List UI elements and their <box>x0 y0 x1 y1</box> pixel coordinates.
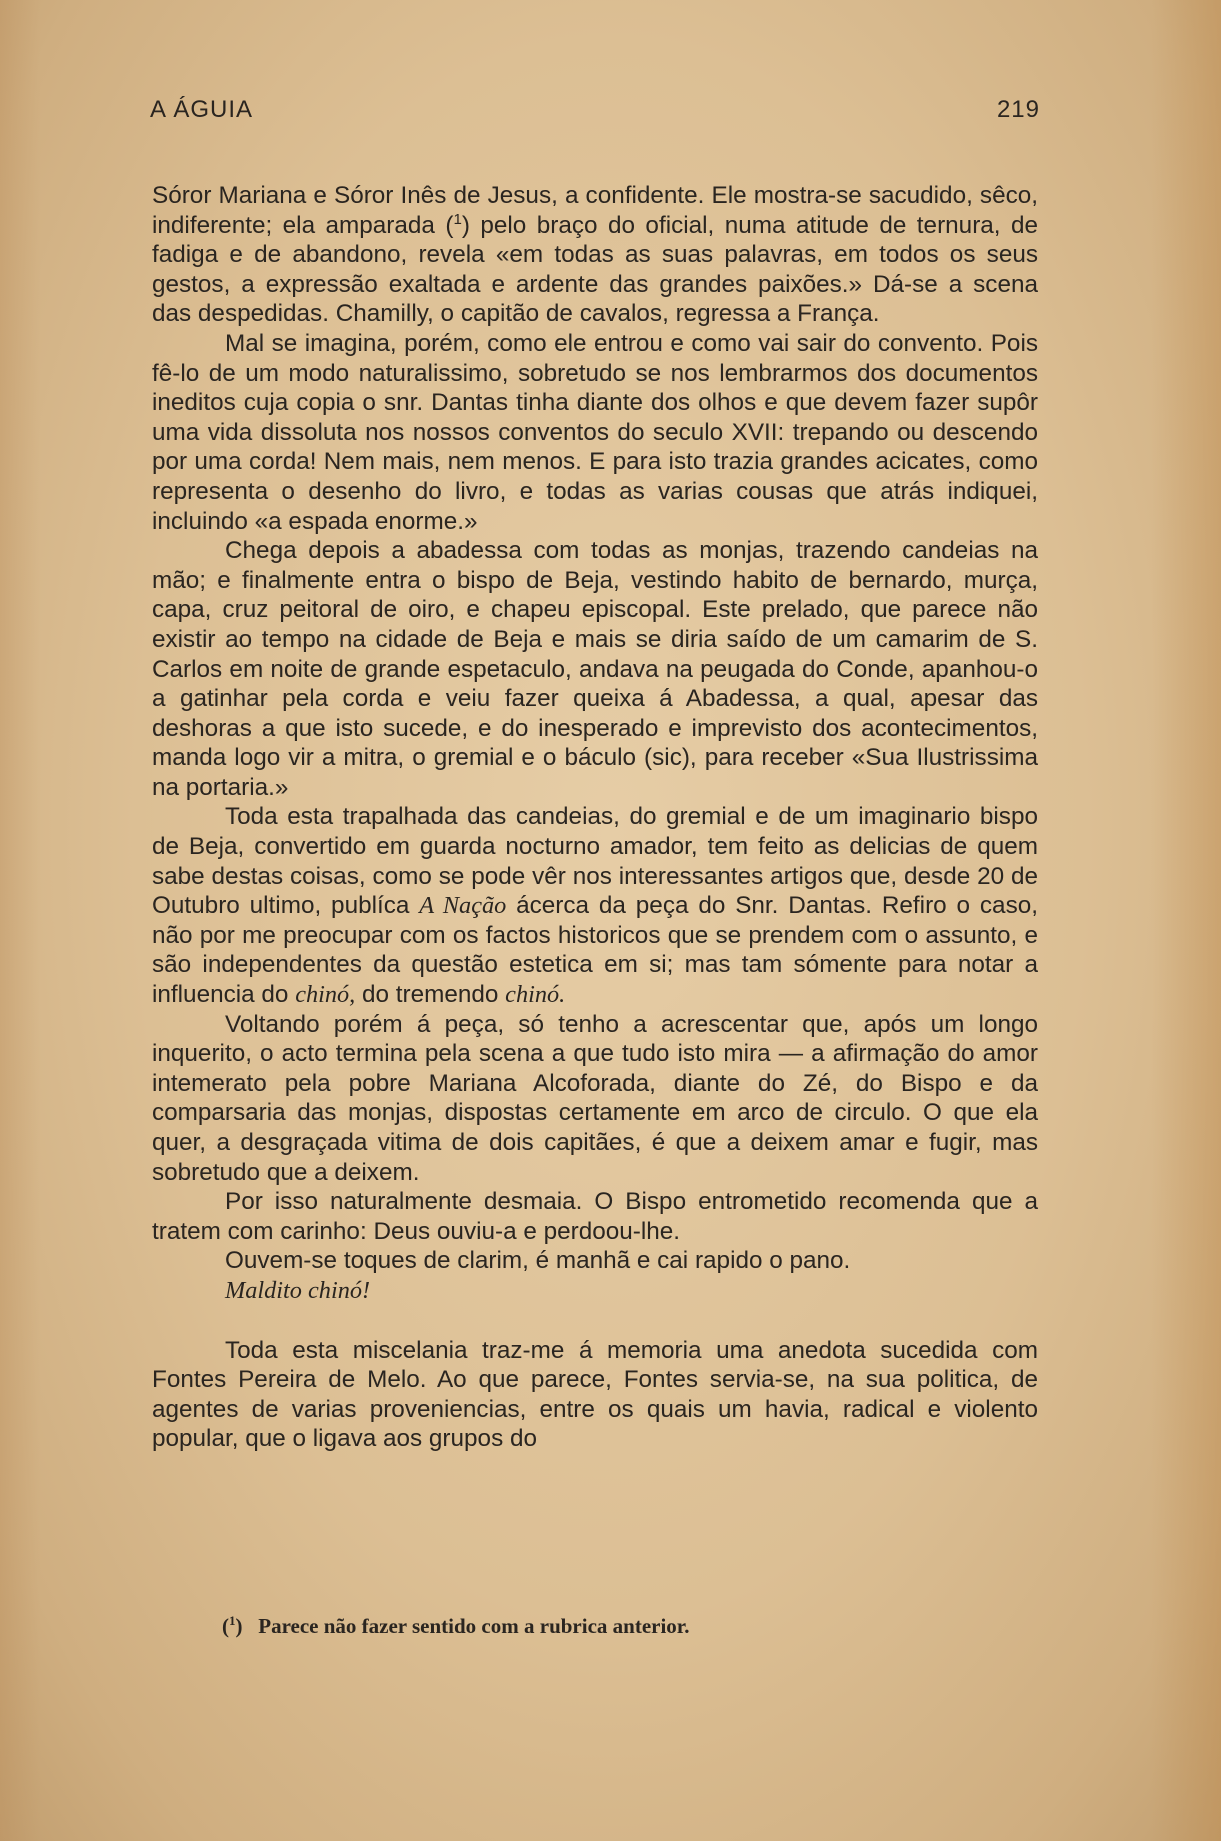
paragraph-4-italic-word-1: chinó, <box>295 981 356 1009</box>
paragraph-2: Mal se imagina, porém, como ele entrou e como vai sair do convento. Pois fê-lo de um modo naturalissimo, sobretudo se nos lembrarmos dos documentos ineditos cuja copia o snr. Dantas tinha diante dos olhos e que devem fazer supôr uma vida dissoluta nos nossos conventos do seculo XVII: trepando ou descendo por uma corda! Nem mais, nem menos. E para isto trazia grandes acicates, como representa o desenho do livro, e todas as varias cousas que atrás indiquei, incluindo «a espada enorme.» <box>152 329 1038 535</box>
body-text <box>152 181 1038 1454</box>
running-header <box>150 96 1040 130</box>
page-edge-shadow-left <box>0 0 40 1841</box>
running-title: A ÁGUIA <box>150 96 254 123</box>
paragraph-5: Voltando porém á peça, só tenho a acrescentar que, após um longo inquerito, o acto termina pela scena a que tudo isto mira — a afirmação do amor intemerato pela pobre Mariana Alcoforada, diante do Zé, do Bispo e da comparsaria das monjas, dispostas certamente em arco de circulo. O que ela quer, a desgraçada vitima de dois capitães, é que a deixem amar e fugir, mas sobretudo que a deixem. <box>152 1010 1038 1186</box>
page-number: 219 <box>996 96 1040 123</box>
paragraph-4-part-c: do tremendo <box>355 981 506 1009</box>
paragraph-4-part-a: Toda esta trapalhada das candeias, do gremial e de um imaginario bispo de Beja, convertido em guarda nocturno amador, tem feito as delicias de quem sabe destas coisas, como se pode vêr nos interessantes artigos que, desde 20 de Outubro ultimo, publíca <box>152 803 1038 920</box>
paragraph-1-part-a: Sóror Mariana e Sóror Inês de Jesus, a confidente. Ele mostra-se sacudido, sêco, indiferente; ela amparada ( <box>152 182 1038 239</box>
page-edge-shadow-right <box>1151 0 1221 1841</box>
footnote: ($^1$) Parece não fazer sentido com a rubrica anterior. <box>222 1613 690 1638</box>
footnote-ref: 1 <box>453 210 462 228</box>
paragraph-3: Chega depois a abadessa com todas as monjas, trazendo candeias na mão; e finalmente entra o bispo de Beja, vestindo habito de bernardo, murça, capa, cruz peitoral de oiro, e chapeu episcopal. Este prelado, que parece não existir ao tempo na cidade de Beja e mais se diria saído de um camarim de S. Carlos em noite de grande espetaculo, andava na peugada do Conde, apanhou-o a gatinhar pela corda e veiu fazer queixa á Abadessa, a qual, apesar das deshoras a que isto sucede, e do inesperado e imprevisto dos acontecimentos, manda logo vir a mitra, o gremial e o báculo (sic), para receber «Sua Ilustrissima na portaria.» <box>152 537 1038 801</box>
paragraph-8-exclamation: Maldito chinó! <box>225 1276 371 1304</box>
paragraph-7: Ouvem-se toques de clarim, é manhã e cai rapido o pano. <box>225 1247 851 1275</box>
paragraph-1 <box>152 181 1038 329</box>
paragraph-1-part-b: ) pelo braço do oficial, numa atitude de ternura, de fadiga e de abandono, revela «em todas as suas palavras, em todos os seus gestos, a expressão exaltada e ardente das grandes paixões.» Dá-se a scena das despedidas. Chamilly, o capitão de cavalos, regressa a França. <box>152 211 1039 328</box>
paragraph-9: Toda esta miscelania traz-me á memoria uma anedota sucedida com Fontes Pereira de Melo. Ao que parece, Fontes servia-se, na sua politica, de agentes de varias proveniencias, entre os quais um havia, radical e violento popular, que o ligava aos grupos do <box>152 1336 1038 1453</box>
paragraph-4-newspaper-title: A Nação <box>419 892 507 920</box>
paragraph-6: Por isso naturalmente desmaia. O Bispo entrometido recomenda que a tratem com carinho: Deus ouviu-a e perdoou-lhe. <box>152 1188 1038 1245</box>
paragraph-4-italic-word-2: chinó. <box>505 981 566 1009</box>
footnote-marker: 1 <box>229 1613 236 1628</box>
footnote-text: Parece não fazer sentido com a rubrica anterior. <box>258 1614 690 1638</box>
paragraph-4-part-b: ácerca da peça do Snr. Dantas. Refiro o caso, não por me preocupar com os factos historicos que se prendem com o assunto, e são independentes da questão estetica em si; mas tam sómente para notar a influencia do <box>152 892 1038 1009</box>
section-gap <box>152 1306 1038 1336</box>
paragraph-4 <box>152 802 1038 1009</box>
